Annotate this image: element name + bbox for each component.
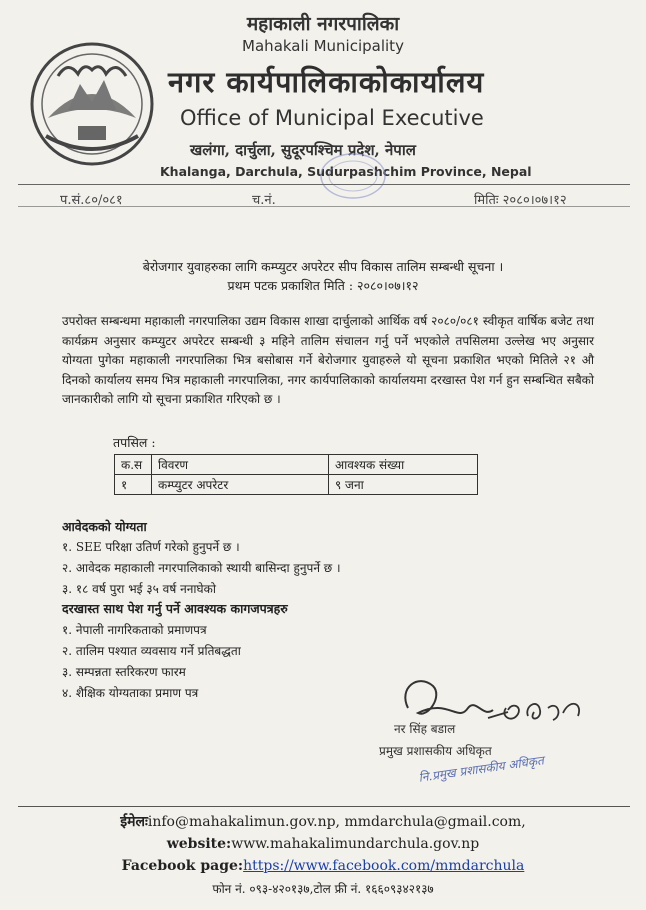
- table-cell: १: [115, 475, 152, 495]
- qualification-item: १. SEE परिक्षा उतिर्ण गरेको हुनुपर्ने छ ।: [62, 540, 240, 554]
- dispatch-number: च.नं.: [252, 193, 276, 208]
- positions-table: [114, 454, 478, 495]
- footer-facebook: [0, 858, 646, 874]
- website-label: website:: [166, 836, 232, 852]
- first-published-date: प्रथम पटक प्रकाशित मिति : २०८०।०७।१२: [227, 278, 419, 293]
- footer-website: [0, 836, 646, 852]
- document-item: ४. शैक्षिक योग्यताका प्रमाण पत्र: [62, 686, 199, 700]
- document-item: १. नेपाली नागरिकताको प्रमाणपत्र: [62, 623, 207, 637]
- office-name-en: Office of Municipal Executive: [180, 106, 484, 130]
- address-np: खलंगा, दार्चुला, सुदूरपश्चिम प्रदेश, नेपाल: [190, 141, 416, 159]
- office-name-np: नगर कार्यपालिकाकोकार्यालय: [168, 65, 485, 99]
- table-cell: ९ जना: [329, 475, 478, 495]
- reference-number: प.सं.८०/०८१: [60, 193, 123, 208]
- table-header-cell: क.स: [115, 455, 152, 475]
- issue-date: मितिः २०८०।०७।१२: [474, 193, 567, 208]
- email-label: ईमेलः: [120, 814, 148, 830]
- table-header-row: [115, 455, 478, 475]
- office-stamp-icon: [318, 150, 388, 202]
- signatory-title: प्रमुख प्रशासकीय अधिकृत: [379, 744, 492, 758]
- documents-title: दरखास्त साथ पेश गर्नु पर्ने आवश्यक कागजपत्रहरु: [62, 601, 288, 616]
- footer-email: [0, 812, 646, 831]
- qualification-title: आवेदकको योग्यता: [62, 519, 147, 534]
- municipality-name-en: Mahakali Municipality: [242, 37, 404, 55]
- table-header-cell: आवश्यक संख्या: [329, 455, 478, 475]
- document-item: ३. सम्पन्नता स्तरिकरण फारम: [62, 665, 186, 679]
- reference-divider: [18, 206, 630, 207]
- qualification-item: २. आवेदक महाकाली नगरपालिकाको स्थायी बासिन्दा हुनुपर्ने छ ।: [62, 561, 341, 575]
- details-label: तपसिल :: [113, 435, 156, 450]
- table-row: [115, 475, 478, 495]
- qualification-item: ३. १८ वर्ष पुरा भई ३५ वर्ष ननाघेको: [62, 582, 216, 596]
- notice-subject: बेरोजगार युवाहरुका लागि कम्प्युटर अपरेटर सीप विकास तालिम सम्बन्धी सूचना ।: [142, 259, 504, 274]
- facebook-label: Facebook page:: [121, 858, 244, 874]
- document-item: २. तालिम पश्यात व्यवसाय गर्ने प्रतिबद्धता: [62, 644, 241, 658]
- footer-divider: [18, 806, 630, 807]
- municipality-name-np: महाकाली नगरपालिका: [246, 13, 400, 35]
- notice-body: उपरोक्त सम्बन्धमा महाकाली नगरपालिका उद्यम विकास शाखा दार्चुलाको आर्थिक वर्ष २०८०/०८१ स्वीकृत वार्षिक बजेट तथा कार्यक्रम अनुसार कम्प्युटर अपरेटर सम्बन्धी ३ महिने तालिम संचालन गर्नु पर्ने भएकोले तपसिलमा उल्लेख भए अनुसार योग्यता पुगेका महाकाली नगरपालिका भित्र बसोबास गर्ने बेरोजगार युवाहरुले यो सूचना प्रकाशित भएको मितिले २१ औ दिनको कार्यालय समय भित्र महाकाली नगरपालिका, नगर कार्यपालिकाको कार्यालयमा दरखास्त पेश गर्न हुन सम्बन्धित सबैको जानकारीको लागि यो सूचना प्रकाशित गरिएको छ ।: [62, 314, 594, 406]
- header-divider: [18, 184, 630, 185]
- table-cell: कम्प्युटर अपरेटर: [152, 475, 329, 495]
- signatory-name: नर सिंह बडाल: [394, 722, 456, 736]
- email-value[interactable]: info@mahakalimun.gov.np, mmdarchula@gmail.com,: [147, 814, 526, 830]
- website-value[interactable]: www.mahakalimundarchula.gov.np: [231, 836, 480, 852]
- table-header-cell: विवरण: [152, 455, 329, 475]
- municipality-emblem-icon: [28, 40, 156, 168]
- footer-phone: फोन नं. ०९३-४२०१३७,टोल फ्री नं. १६६०९३४२१३७: [212, 882, 434, 896]
- facebook-link[interactable]: https://www.facebook.com/mmdarchula: [243, 858, 525, 874]
- address-en: Khalanga, Darchula, Sudurpashchim Province, Nepal: [160, 164, 532, 179]
- designation-stamp: नि.प्रमुख प्रशासकीय अधिकृत: [417, 753, 545, 785]
